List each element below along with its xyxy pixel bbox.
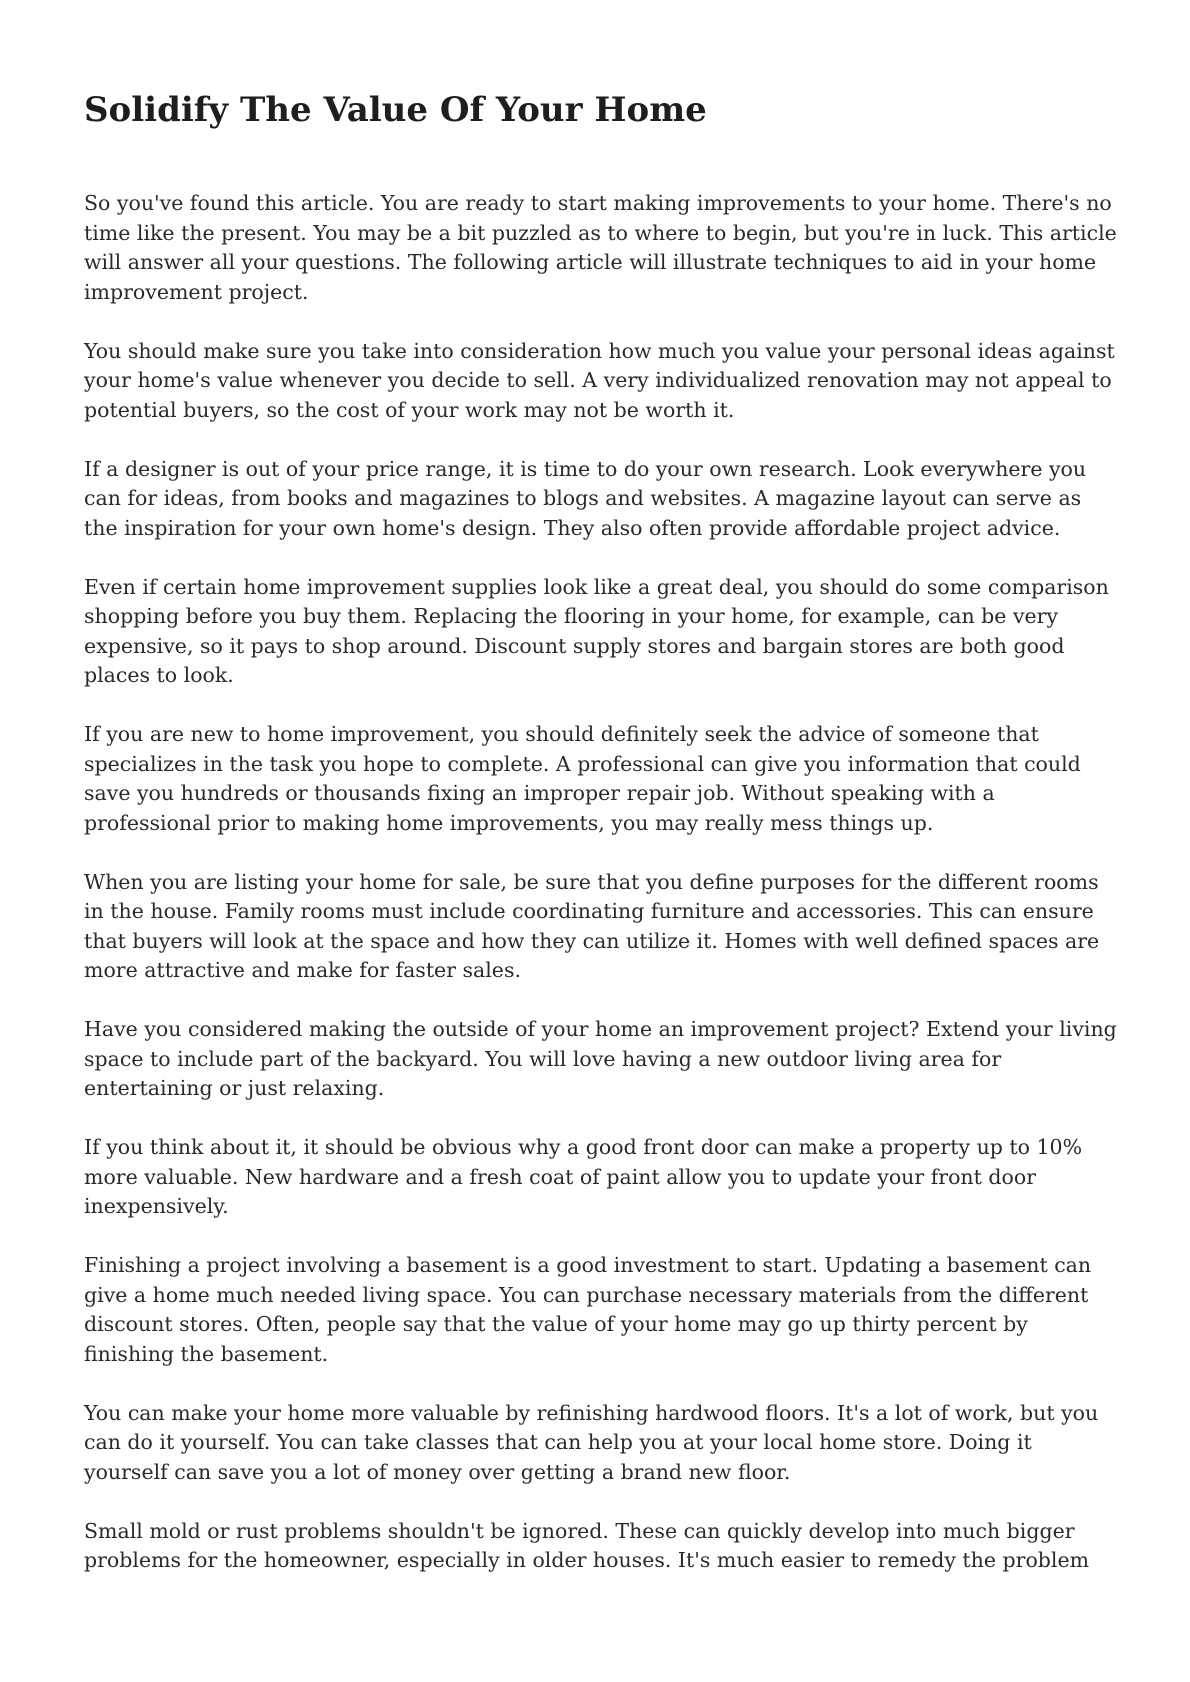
paragraph-5: If you are new to home improvement, you should definitely seek the advice of someone that specializes in the task you hope to complete. A professional can give you information that could save you hundreds or thousands fixing an improper repair job. Without speaking with a professional prior to making home improvements, you may really mess things up. [84,722,1081,835]
document-body [84,189,1118,1576]
paragraph-7: Have you considered making the outside of your home an improvement project? Extend your living space to include part of the backyard. You will love having a new outdoor living area for entertaining or just relaxing. [84,1017,1117,1100]
paragraph-10: You can make your home more valuable by refinishing hardwood floors. It's a lot of work, but you can do it yourself. You can take classes that can help you at your local home store. Doing it yourself can save you a lot of money over getting a brand new floor. [84,1400,1099,1484]
paragraph-3: If a designer is out of your price range, it is time to do your own research. Look everywhere you can for ideas, from books and magazines to blogs and websites. A magazine layout can serve as the inspiration for your own home's design. They also often provide affordable project advice. [84,456,1087,540]
paragraph-4: Even if certain home improvement supplies look like a great deal, you should do some comparison shopping before you buy them. Replacing the flooring in your home, for example, can be very expensive, so it pays to shop around. Discount supply stores and bargain stores are both good places to look. [84,574,1109,687]
paragraph-11: Small mold or rust problems shouldn't be ignored. These can quickly develop into much bigger problems for the homeowner, especially in older houses. It's much easier to remedy the problem [84,1518,1090,1572]
paragraph-1: So you've found this article. You are ready to start making improvements to your home. There's no time like the present. You may be a bit puzzled as to where to begin, but you're in luck. This article will answer all your questions. The following article will illustrate techniques to aid in your home improvement project. [84,191,1117,304]
document-title: Solidify The Value Of Your Home [84,90,707,130]
paragraph-2: You should make sure you take into consideration how much you value your personal ideas against your home's value whenever you decide to sell. A very individualized renovation may not appeal to potential buyers, so the cost of your work may not be worth it. [84,338,1115,422]
paragraph-8: If you think about it, it should be obvious why a good front door can make a property up to 10% more valuable. New hardware and a fresh coat of paint allow you to update your front door inexpensively. [84,1135,1083,1218]
paragraph-6: When you are listing your home for sale, be sure that you define purposes for the different rooms in the house. Family rooms must include coordinating furniture and accessories. This can ensure that buyers will look at the space and how they can utilize it. Homes with well defined spaces are more attractive and make for faster sales. [84,869,1100,982]
paragraph-9: Finishing a project involving a basement is a good investment to start. Updating a basement can give a home much needed living space. You can purchase necessary materials from the different discount stores. Often, people say that the value of your home may go up thirty percent by finishing the basement. [84,1253,1092,1366]
